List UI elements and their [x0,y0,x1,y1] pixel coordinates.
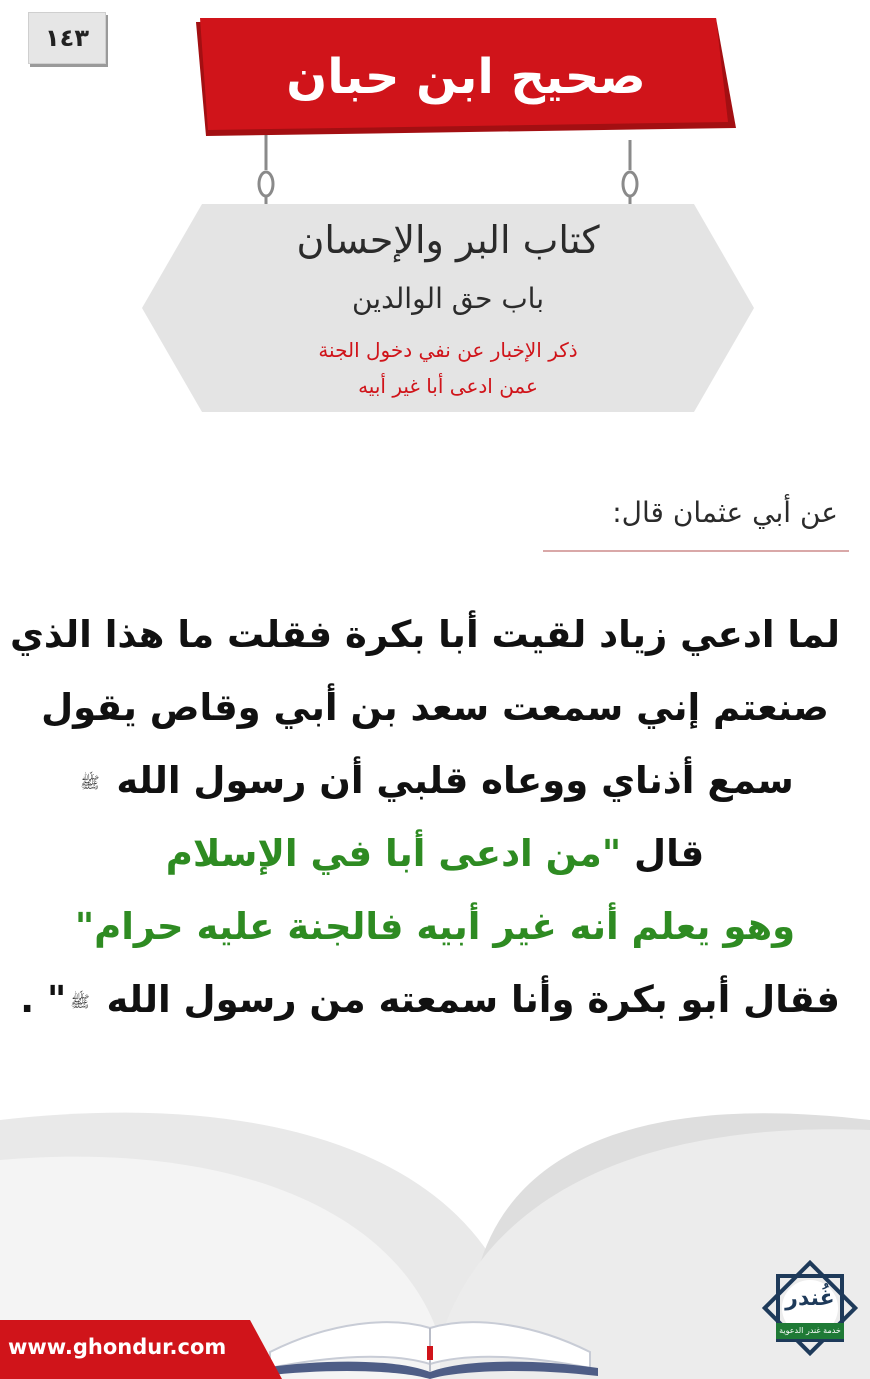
narrator-divider [543,550,849,552]
section-subtitle-line2: عمن ادعى أبا غير أبيه [358,374,538,398]
salutation-glyph: ﷺ [70,992,90,1011]
book-title: كتاب البر والإحسان [296,218,600,262]
hadith-closing-quote: " . [20,978,67,1021]
hadith-line-3-text: سمع أذناي ووعاه قلبي أن رسول الله [116,759,794,802]
logo-name: غُندر [785,1286,835,1311]
hadith-line-6-text: فقال أبو بكرة وأنا سمعته من رسول الله [106,978,840,1021]
hadith-text [9,598,840,1036]
section-subtitle-line1: ذكر الإخبار عن نفي دخول الجنة [318,338,578,362]
prophet-quote-part1: "من ادعى أبا في الإسلام [165,832,622,875]
narrator-line: عن أبي عثمان قال: [612,496,838,529]
hadith-line-4-prefix: قال [634,832,705,875]
page-number-badge: ١٤٣ [28,12,106,64]
hadith-line-4 [30,817,840,890]
logo-tagline: خدمة غندر الدعوية [776,1323,844,1339]
prophet-quote-part2: وهو يعلم أنه غير أبيه فالجنة عليه حرام" [74,905,796,948]
book-collection-title: صحيح ابن حبان [286,49,646,105]
website-link[interactable]: www.ghondur.com [8,1335,227,1359]
hadith-line-6 [20,963,840,1036]
hadith-line-1: لما ادعي زياد لقيت أبا بكرة فقلت ما هذا الذي [9,613,840,656]
hadith-line-2: صنعتم إني سمعت سعد بن أبي وقاص يقول [41,686,829,729]
chapter-title: باب حق الوالدين [351,282,545,315]
salutation-glyph: ﷺ [80,773,100,792]
hadith-line-3 [30,744,840,817]
